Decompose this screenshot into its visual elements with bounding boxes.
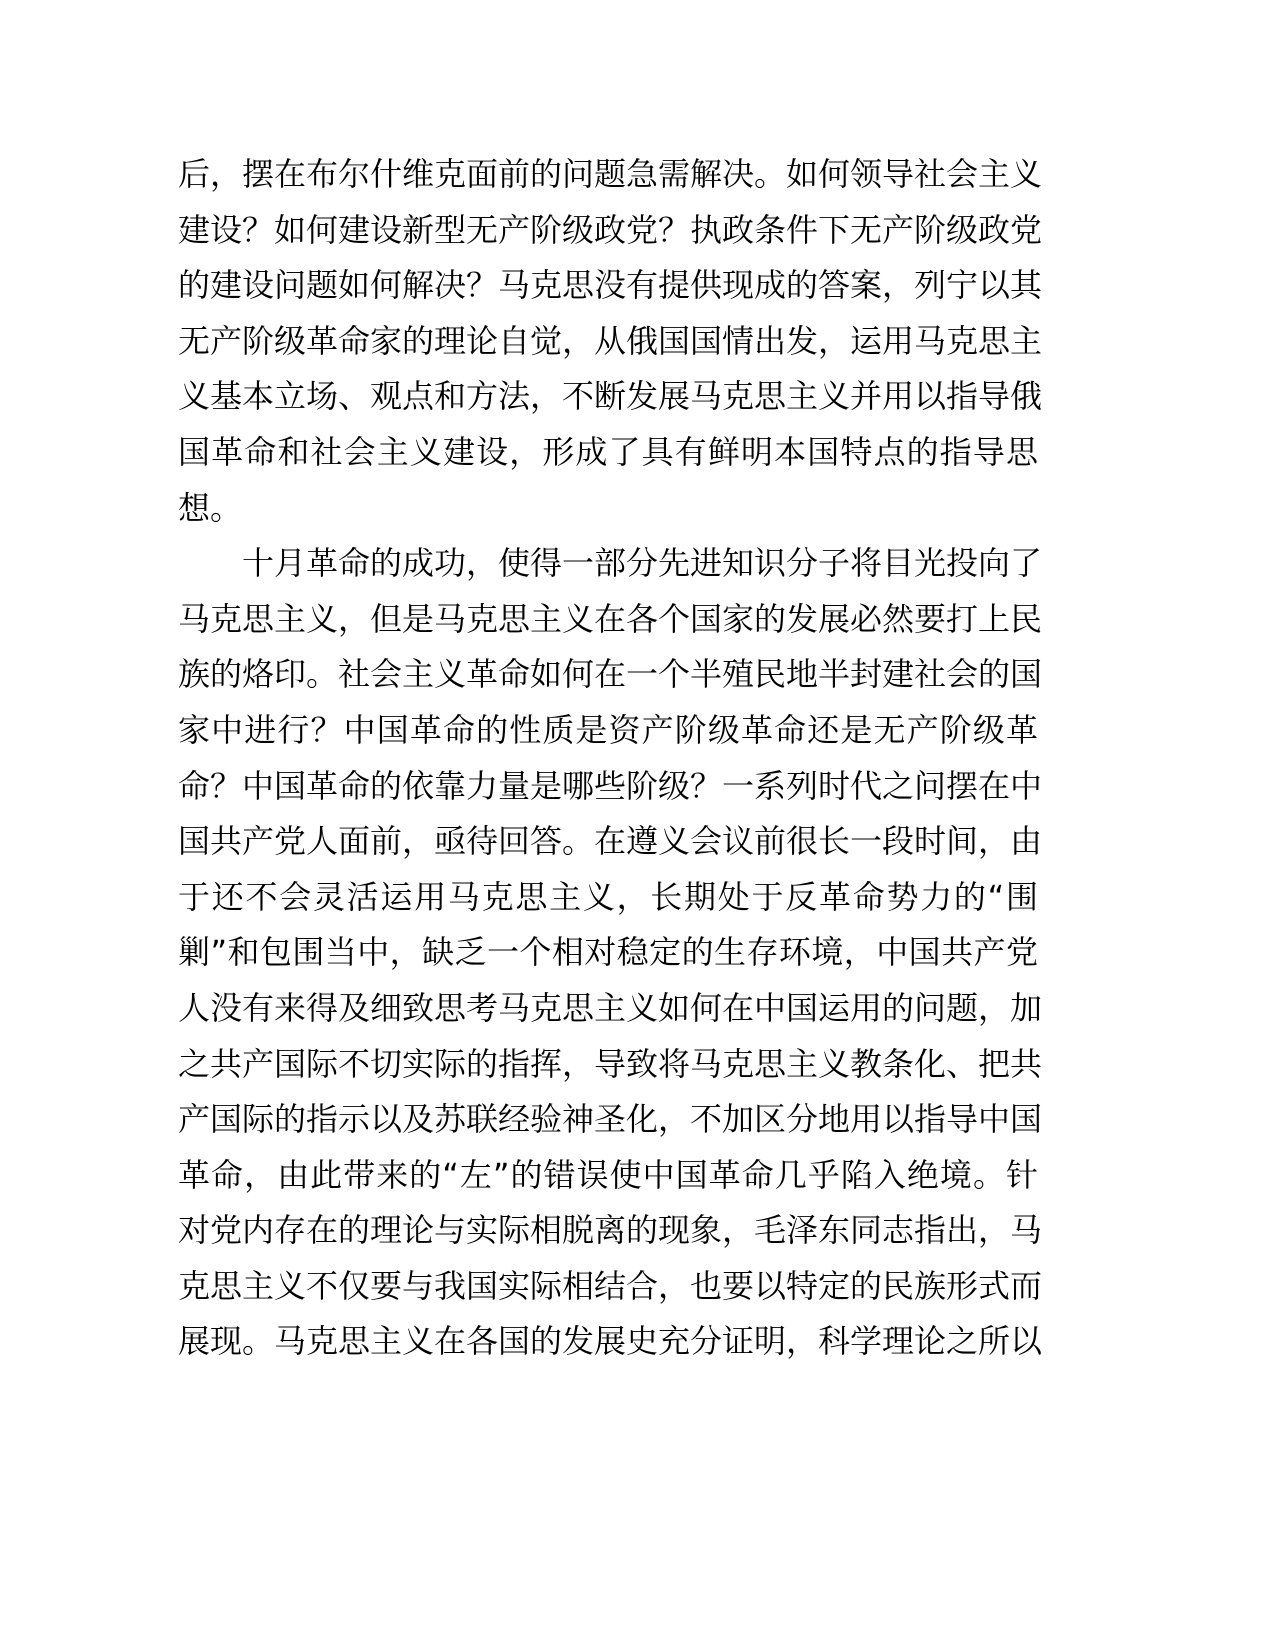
text-line: 克思主义不仅要与我国实际相结合，也要以特定的民族形式而 (178, 1266, 1043, 1305)
text-line: 无产阶级革命家的理论自觉，从俄国国情出发，运用马克思主 (178, 321, 1043, 360)
text-line: 的建设问题如何解决？马克思没有提供现成的答案，列宁以其 (178, 266, 1043, 305)
text-line: 展现。马克思主义在各国的发展史充分证明，科学理论之所以 (178, 1322, 1043, 1361)
text-line: 建设？如何建设新型无产阶级政党？执政条件下无产阶级政党 (178, 210, 1043, 249)
text-line: 国共产党人面前，亟待回答。在遵义会议前很长一段时间，由 (178, 822, 1043, 861)
paragraph (178, 147, 1043, 536)
text-line: 马克思主义，但是马克思主义在各个国家的发展必然要打上民 (178, 599, 1043, 638)
text-line: 之共产国际不切实际的指挥，导致将马克思主义教条化、把共 (178, 1044, 1043, 1083)
text-line: 产国际的指示以及苏联经验神圣化，不加区分地用以指导中国 (178, 1100, 1043, 1139)
paragraph (178, 536, 1043, 1426)
body-text (178, 147, 1043, 1426)
text-line: 革命，由此带来的“左”的错误使中国革命几乎陷入绝境。针 (178, 1155, 1038, 1194)
text-line: 后，摆在布尔什维克面前的问题急需解决。如何领导社会主义 (178, 155, 1043, 193)
text-line: 人没有来得及细致思考马克思主义如何在中国运用的问题，加 (178, 988, 1043, 1027)
text-line: 于还不会灵活运用马克思主义，长期处于反革命势力的“围 (178, 877, 1038, 916)
text-line (178, 536, 1043, 592)
text-line (178, 1370, 1038, 1426)
text-line: 想。 (178, 488, 243, 527)
text-line-content: 十月革命的成功，使得一部分先进知识分子将目光投向了 (242, 544, 1043, 583)
text-line: 剿”和包围当中，缺乏一个相对稳定的生存环境，中国共产党 (178, 933, 1038, 972)
text-line: 国革命和社会主义建设，形成了具有鲜明本国特点的指导思 (178, 432, 1038, 471)
text-line: 对党内存在的理论与实际相脱离的现象，毛泽东同志指出，马 (178, 1211, 1043, 1250)
text-line: 义基本立场、观点和方法，不断发展马克思主义并用以指导俄 (178, 377, 1043, 416)
text-line: 命？中国革命的依靠力量是哪些阶级？一系列时代之问摆在中 (178, 766, 1043, 805)
text-line: 族的烙印。社会主义革命如何在一个半殖民地半封建社会的国 (178, 655, 1043, 694)
text-line: 家中进行？中国革命的性质是资产阶级革命还是无产阶级革 (178, 710, 1038, 749)
